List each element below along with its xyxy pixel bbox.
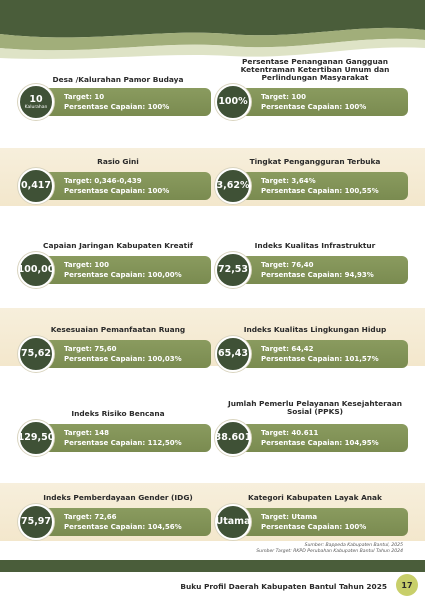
indicator-target: Target: Utama <box>261 513 318 521</box>
indicator-achievement: Persentase Capaian: 101,57% <box>261 354 379 363</box>
indicator-achievement: Persentase Capaian: 100,03% <box>64 354 182 363</box>
indicator-value-circle <box>18 504 54 540</box>
indicator-value: 3,62% <box>216 180 250 191</box>
indicator-value: 38.601 <box>214 432 252 443</box>
indicator-target: Target: 0,346-0,439 <box>64 177 142 185</box>
indicator-value-circle <box>18 336 54 372</box>
indicator-value-circle <box>18 84 54 120</box>
sources-note <box>256 543 403 555</box>
indicator-achievement: Persentase Capaian: 100,55% <box>261 186 379 195</box>
indicator-achievement: Persentase Capaian: 112,50% <box>64 438 182 447</box>
indicator-achievement: Persentase Capaian: 100% <box>261 522 367 531</box>
indicator-value: 0,417 <box>20 180 52 191</box>
source-line: Sumber: Bappeda Kabupaten Bantul, 2025 <box>304 543 403 548</box>
indicator-value: Utama <box>215 516 251 527</box>
page-number: 17 <box>401 580 413 590</box>
indicator-value: 10 <box>29 93 43 105</box>
indicator-value: 75,62 <box>20 348 52 359</box>
indicator-title: Indeks Kualitas Lingkungan Hidup <box>243 325 387 334</box>
indicator-title: Tingkat Pengangguran Terbuka <box>249 157 381 166</box>
indicator-value-circle <box>215 84 251 120</box>
indicator-title: Rasio Gini <box>97 157 139 166</box>
indicator-value-circle <box>215 168 251 204</box>
indicator-value: 75,97 <box>20 516 52 527</box>
indicator-value-circle <box>215 504 251 540</box>
indicator-title: Indeks Risiko Bencana <box>71 409 165 418</box>
indicator-title: Capaian Jaringan Kabupaten Kreatif <box>43 241 193 250</box>
indicator-target: Target: 100 <box>261 93 307 101</box>
indicator-value: 129,50 <box>17 432 55 443</box>
indicator-achievement: Persentase Capaian: 100% <box>64 186 170 195</box>
indicator-title: Kategori Kabupaten Layak Anak <box>248 493 382 502</box>
indicator-target: Target: 40.611 <box>261 429 319 437</box>
indicator-target: Target: 76,40 <box>261 261 314 269</box>
indicator-value-circle <box>215 336 251 372</box>
indicator-value: 72,53 <box>217 264 249 275</box>
indicator-achievement: Persentase Capaian: 94,93% <box>261 270 374 279</box>
indicator-target: Target: 100 <box>64 261 110 269</box>
indicator-value: 100,00 <box>17 264 55 275</box>
header-wave-decoration <box>0 0 425 62</box>
indicator-achievement: Persentase Capaian: 104,95% <box>261 438 379 447</box>
footer-bar <box>0 560 425 572</box>
indicator-achievement: Persentase Capaian: 100,00% <box>64 270 182 279</box>
indicator-target: Target: 10 <box>64 93 105 101</box>
indicator-value-circle <box>18 252 54 288</box>
indicator-title: Kesesuaian Pemanfaatan Ruang <box>50 325 186 334</box>
indicator-target: Target: 148 <box>64 429 110 437</box>
indicator-target: Target: 64,42 <box>261 345 314 353</box>
source-target-line: Sumber Target: RKPD Perubahan Kabupaten Bantul Tahun 2024 <box>256 549 403 554</box>
indicator-value: 100% <box>218 96 248 107</box>
indicator-value-circle <box>215 252 251 288</box>
indicator-target: Target: 3,64% <box>261 177 316 185</box>
page-number-badge <box>396 574 418 596</box>
footer-title: Buku Profil Daerah Kabupaten Bantul Tahun 2025 <box>180 582 387 591</box>
indicator-value-sub: Kalurahan <box>24 104 48 110</box>
indicator-achievement: Persentase Capaian: 104,56% <box>64 522 182 531</box>
indicator-title: Indeks Pemberdayaan Gender (IDG) <box>43 493 193 502</box>
indicator-target: Target: 75,60 <box>64 345 117 353</box>
indicator-achievement: Persentase Capaian: 100% <box>261 102 367 111</box>
indicator-title: Indeks Kualitas Infrastruktur <box>254 241 376 250</box>
indicator-title: Jumlah Pemerlu Pelayanan Kesejahteraan Sosial (PPKS) <box>227 399 403 416</box>
indicator-value-circle <box>18 420 54 456</box>
indicator-value-circle <box>215 420 251 456</box>
indicator-value-circle <box>18 168 54 204</box>
indicator-achievement: Persentase Capaian: 100% <box>64 102 170 111</box>
indicator-title: Persentase Penanganan Gangguan Ketentraman Ketertiban Umum dan Perlindungan Masyarakat <box>240 57 390 82</box>
indicator-value: 65,43 <box>217 348 249 359</box>
indicator-title: Desa /Kalurahan Pamor Budaya <box>52 75 184 84</box>
indicator-target: Target: 72,66 <box>64 513 117 521</box>
